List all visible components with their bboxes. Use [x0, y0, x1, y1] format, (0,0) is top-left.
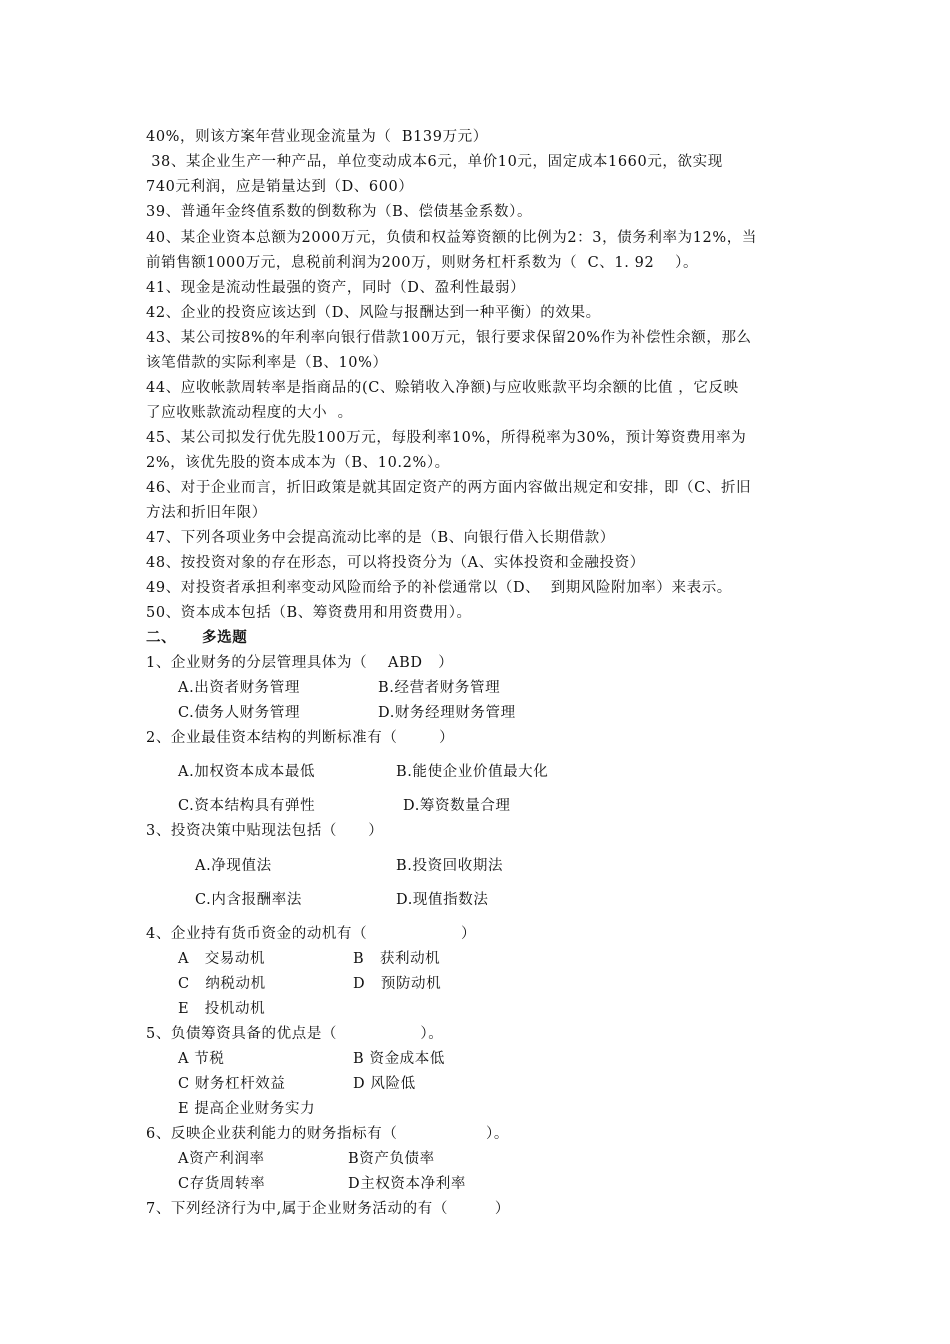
mq4-option-e: E 投机动机: [178, 1001, 266, 1017]
mq3-option-d: D.现值指数法: [396, 892, 489, 908]
mq1-option-b: B.经营者财务管理: [378, 680, 501, 696]
mq1-option-a: A.出资者财务管理: [178, 680, 300, 696]
q46-line2: 方法和折旧年限）: [146, 505, 267, 521]
mq1-option-d: D.财务经理财务管理: [378, 705, 516, 721]
mq2-option-c: C.资本结构具有弹性: [178, 798, 316, 814]
mq6-option-d: D主权资本净利率: [348, 1176, 466, 1192]
section-number: 二、: [146, 629, 177, 646]
q47: 47、下列各项业务中会提高流动比率的是（B、向银行借入长期借款）: [146, 530, 615, 546]
section-title: 多选题: [202, 629, 248, 646]
q38-line1: 38、某企业生产一种产品，单位变动成本6元，单价10元，固定成本1660元，欲实现: [146, 154, 723, 170]
mq2: 2、企业最佳资本结构的判断标准有（ ）: [146, 730, 455, 746]
q45-line1: 45、某公司拟发行优先股100万元，每股利率10%，所得税率为30%，预计筹资费用率为: [146, 430, 747, 446]
mq2-option-d: D.筹资数量合理: [403, 798, 511, 814]
q42: 42、企业的投资应该达到（D、风险与报酬达到一种平衡）的效果。: [146, 305, 601, 321]
mq6: 6、反映企业获利能力的财务指标有（ ）。: [146, 1126, 509, 1142]
q45-line2: 2%，该优先股的资本成本为（B、10.2%）。: [146, 455, 450, 471]
q40-line1: 40、某企业资本总额为2000万元，负债和权益筹资额的比例为2：3，债务利率为12%，当: [146, 230, 757, 246]
q44-line1: 44、应收帐款周转率是指商品的(C、赊销收入净额)与应收账款平均余额的比值 ，它反映: [146, 380, 739, 396]
mq4-option-a: A 交易动机: [178, 951, 266, 967]
mq5-option-c: C 财务杠杆效益: [178, 1076, 286, 1092]
q49: 49、对投资者承担利率变动风险而给予的补偿通常以（D、 到期风险附加率）来表示。: [146, 580, 732, 596]
mq6-option-a: A资产利润率: [178, 1151, 265, 1167]
mq6-option-c: C存货周转率: [178, 1176, 266, 1192]
mq3-option-a: A.净现值法: [195, 858, 272, 874]
q46-line1: 46、对于企业而言，折旧政策是就其固定资产的两方面内容做出规定和安排，即（C、折旧: [146, 480, 752, 496]
mq1-option-c: C.债务人财务管理: [178, 705, 301, 721]
q50: 50、资本成本包括（B、筹资费用和用资费用）。: [146, 605, 472, 621]
q43-line1: 43、某公司按8%的年利率向银行借款100万元，银行要求保留20%作为补偿性余额，那么: [146, 330, 752, 346]
mq6-option-b: B资产负债率: [348, 1151, 435, 1167]
mq4-option-b: B 获利动机: [353, 951, 441, 967]
q48: 48、按投资对象的存在形态，可以将投资分为（A、实体投资和金融投资）: [146, 555, 645, 571]
mq2-option-b: B.能使企业价值最大化: [396, 764, 549, 780]
mq5-option-b: B 资金成本低: [353, 1051, 445, 1067]
mq5: 5、负债筹资具备的优点是（ ）。: [146, 1026, 444, 1042]
mq4: 4、企业持有货币资金的动机有（ ）: [146, 926, 477, 942]
q41: 41、现金是流动性最强的资产，同时（D、盈利性最弱）: [146, 280, 526, 296]
mq5-option-d: D 风险低: [353, 1076, 416, 1092]
q39: 39、普通年金终值系数的倒数称为（B、偿债基金系数）。: [146, 204, 533, 220]
mq7: 7、下列经济行为中,属于企业财务活动的有（ ）: [146, 1201, 510, 1217]
mq5-option-e: E 提高企业财务实力: [178, 1101, 316, 1117]
mq3-option-b: B.投资回收期法: [396, 858, 504, 874]
mq1: 1、企业财务的分层管理具体为（ ABD ）: [146, 655, 454, 671]
q37-tail: 40%，则该方案年营业现金流量为（ B139万元）: [146, 129, 488, 145]
mq3: 3、投资决策中贴现法包括（ ）: [146, 823, 384, 839]
q38-line2: 740元利润，应是销量达到（D、600）: [146, 179, 414, 195]
mq4-option-d: D 预防动机: [353, 976, 442, 992]
q44-line2: 了应收账款流动程度的大小 。: [146, 405, 353, 421]
mq5-option-a: A 节税: [178, 1051, 225, 1067]
mq4-option-c: C 纳税动机: [178, 976, 266, 992]
q43-line2: 该笔借款的实际利率是（B、10%）: [146, 355, 388, 371]
mq2-option-a: A.加权资本成本最低: [178, 764, 316, 780]
q40-line2: 前销售额1000万元，息税前利润为200万，则财务杠杆系数为（ C、1. 92 ）。: [146, 255, 699, 271]
mq3-option-c: C.内含报酬率法: [195, 892, 302, 908]
